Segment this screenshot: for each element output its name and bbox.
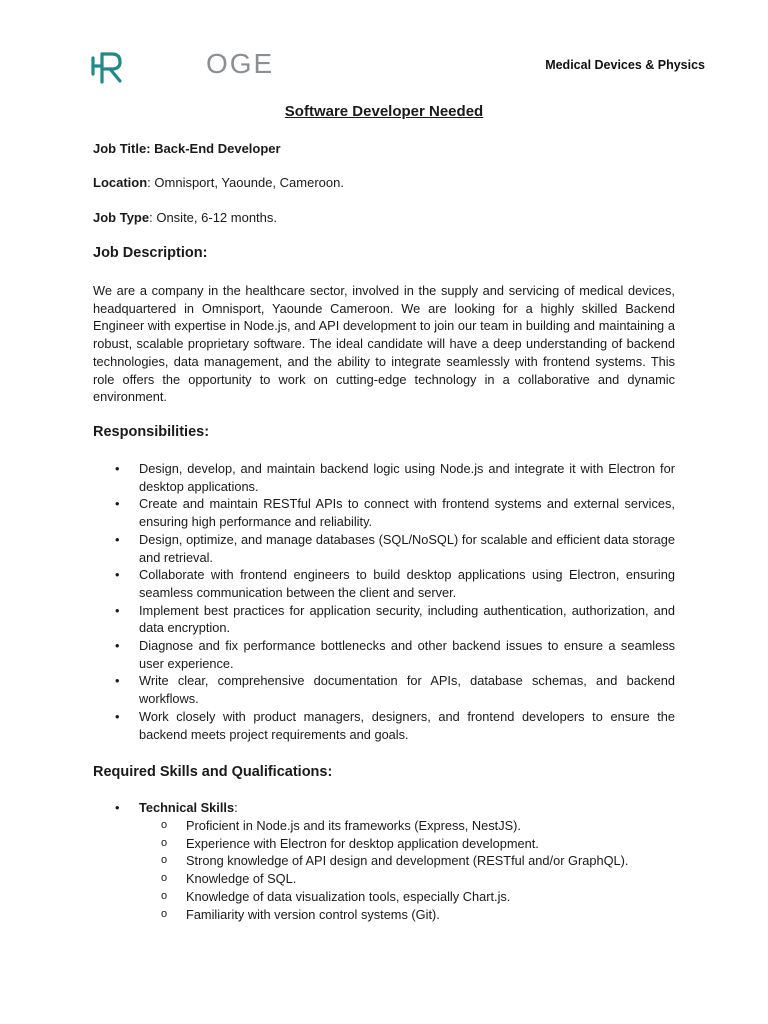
list-item: • Implement best practices for application security, including authentication, authorization, and data encryption. xyxy=(115,602,675,636)
hr-logo-icon xyxy=(90,48,126,84)
bullet-icon: • xyxy=(115,531,120,547)
bullet-icon: • xyxy=(115,567,120,583)
location-value: : Omnisport, Yaounde, Cameroon. xyxy=(147,175,344,190)
job-title-line: Job Title: Back-End Developer xyxy=(93,141,281,156)
logo-text: OGE xyxy=(206,48,275,79)
job-type-value: : Onsite, 6-12 months. xyxy=(149,210,278,225)
technical-skills-item: • Technical Skills: xyxy=(115,800,238,815)
bullet-icon: • xyxy=(115,800,120,815)
skills-section xyxy=(93,799,675,923)
job-description-heading: Job Description: xyxy=(93,245,208,261)
bullet-icon: • xyxy=(115,708,120,724)
list-item: o Knowledge of SQL. xyxy=(161,871,297,887)
bullet-icon: • xyxy=(115,602,120,618)
list-item: o Knowledge of data visualization tools, especially Chart.js. xyxy=(161,888,511,904)
bullet-icon: • xyxy=(115,461,120,476)
location-line xyxy=(93,174,344,192)
circle-bullet-icon: o xyxy=(161,889,168,902)
list-item: • Create and maintain RESTful APIs to connect with frontend systems and external services, ensuring high performance and reliability. xyxy=(115,496,675,530)
bullet-icon: • xyxy=(115,638,120,654)
location-label: Location xyxy=(93,175,148,190)
list-item: • Diagnose and fix performance bottlenecks and other backend issues to ensure a seamless user experience. xyxy=(115,638,675,671)
list-item: o Strong knowledge of API design and development (RESTful and/or GraphQL). xyxy=(161,853,629,869)
job-type-line xyxy=(93,209,277,227)
responsibilities-heading: Responsibilities: xyxy=(93,424,210,440)
list-item: o Proficient in Node.js and its frameworks (Express, NestJS). xyxy=(161,818,521,833)
circle-bullet-icon: o xyxy=(161,907,168,920)
list-item: • Design, optimize, and manage databases (SQL/NoSQL) for scalable and efficient data storage and retrieval. xyxy=(115,531,675,565)
circle-bullet-icon: o xyxy=(161,872,168,885)
list-item: • Collaborate with frontend engineers to build desktop applications using Electron, ensuring seamless communication between the client and server. xyxy=(115,567,675,600)
technical-skills-list xyxy=(93,817,675,923)
bullet-icon: • xyxy=(115,673,120,689)
page-title: Software Developer Needed xyxy=(284,103,484,120)
job-type-label: Job Type xyxy=(93,210,150,225)
company-name: Medical Devices & Physics xyxy=(545,58,705,72)
job-description-paragraph: We are a company in the healthcare sector, involved in the supply and servicing of medical devices, headquartered in Omnisport, Yaounde Cameroon. We are looking for a highly skilled Backend Engineer with expertise in Node.js, and API development to join our team in building and maintaining a robust, scalable proprietary software. The ideal candidate will have a deep understanding of backend technologies, data management, and the ability to integrate seamlessly with frontend systems. This role offers the opportunity to work on cutting-edge technology in a collaborative and dynamic environment. xyxy=(93,283,675,405)
bullet-icon: • xyxy=(115,496,120,512)
circle-bullet-icon: o xyxy=(161,854,168,867)
skills-heading: Required Skills and Qualifications: xyxy=(93,764,333,780)
list-item: • Design, develop, and maintain backend logic using Node.js and integrate it with Electron for desktop applications. xyxy=(115,461,675,494)
circle-bullet-icon: o xyxy=(161,836,168,849)
circle-bullet-icon: o xyxy=(161,819,168,831)
list-item: o Experience with Electron for desktop application development. xyxy=(161,835,539,851)
responsibilities-list xyxy=(93,460,675,743)
technical-skills-label: Technical Skills xyxy=(139,800,235,815)
list-item: • Work closely with product managers, designers, and frontend developers to ensure the backend meets project requirements and goals. xyxy=(115,708,675,742)
list-item: • Write clear, comprehensive documentation for APIs, database schemas, and backend workflows. xyxy=(115,673,675,707)
list-item: o Familiarity with version control systems (Git). xyxy=(161,906,440,922)
